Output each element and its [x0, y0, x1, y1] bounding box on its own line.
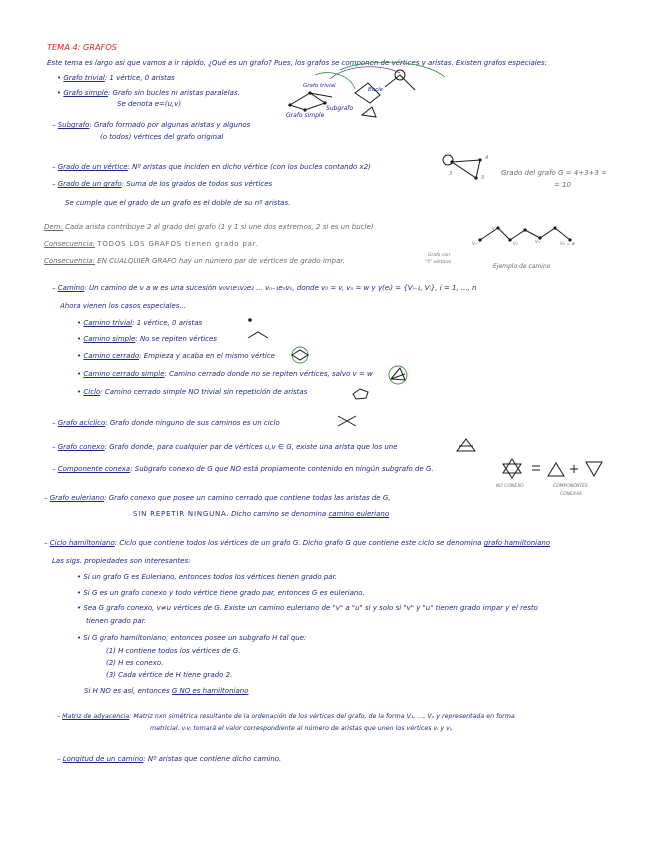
camino-caption-3: Ejemplo de camino — [493, 263, 551, 270]
propiedad-2: • Si G es un grafo conexo y todo vértice tiene grado par, entonces G es euleriano. — [77, 589, 365, 597]
camino-v3: V₃ — [513, 242, 518, 247]
camino-example-figure — [470, 222, 590, 254]
euleriano-cont: SIN REPETIR NINGUNA. Dicho camino se denomina camino euleriano — [133, 510, 390, 518]
camino-caption-2: "5" vértices — [425, 260, 452, 265]
demostracion: Dem: Cada arista contribuye 2 al grado del grafo (1 y 1 si une dos extremos, 2 si es un bucle) — [44, 223, 374, 231]
camino-caption-1: Grafo con — [428, 253, 450, 258]
h-cond-2: (2) H es conexo. — [106, 659, 164, 667]
def-matriz-adyacencia: – Matriz de adyacencia: Matriz nxn simétrica resultante de la ordenación de los vértices del grafo, de la forma V₁, ..., Vₙ y representada en forma — [57, 713, 515, 720]
camino-v4: V₄ — [535, 240, 540, 245]
consecuencia-1: Consecuencia: TODOS LOS GRAFOS tienen grado par. — [44, 240, 259, 248]
caso-ciclo: • Ciclo: Camino cerrado simple NO trivial sin repetición de aristas — [77, 388, 308, 396]
propiedad-3-cont: tienen grado par. — [86, 617, 147, 625]
h-cond-1: (1) H contiene todos los vértices de G. — [106, 647, 241, 655]
grado-v3: 3 — [449, 171, 453, 177]
grado-example-line1: Grado del grafo G = 4+3+3 = — [501, 169, 607, 177]
def-grafo-aciclico: – Grafo acíclico: Grafo donde ninguno de sus caminos es un ciclo — [52, 419, 280, 427]
grado-example-figure — [438, 152, 498, 184]
componente-figure — [500, 458, 610, 480]
caso-camino-trivial: • Camino trivial: 1 vértice, 0 aristas — [77, 319, 203, 327]
casos-intro: Ahora vienen los casos especiales... — [60, 302, 187, 310]
camino-v1: V₁ — [472, 242, 477, 247]
page-title: TEMA 4: GRAFOS — [47, 42, 117, 52]
def-componente-conexa: – Componente conexa: Subgrafo conexo de G que NO está propiamente contenido en ningún subgrafo de G. — [52, 465, 434, 473]
label-grafo-trivial: Grafo trivial — [303, 83, 336, 89]
conexo-figure — [455, 437, 477, 453]
def-grafo-euleriano: – Grafo euleriano: Grafo conexo que posee un camino cerrado que contiene todas las aristas de G, — [44, 494, 391, 502]
def-grafo-conexo: – Grafo conexo: Grafo donde, para cualquier par de vértices u,v ∈ G, existe una arista que los une — [52, 443, 398, 451]
grado-v2: 3 — [481, 175, 485, 181]
def-longitud-camino: – Longitud de un camino: Nº aristas que contiene dicho camino. — [57, 755, 282, 763]
camino-v2: V₂ — [492, 227, 497, 232]
label-no-conexo: NO CONEXO — [496, 484, 524, 489]
consecuencia-2: Consecuencia: EN CUALQUIER GRAFO hay un número par de vértices de grado impar. — [44, 257, 345, 265]
caso-camino-cerrado: • Camino cerrado: Empieza y acaba en el mismo vértice — [77, 352, 275, 360]
label-subgrafo: Subgrafo — [326, 105, 354, 112]
label-grafo-simple: Grafo simple — [286, 112, 325, 119]
def-grafo-simple: • Grafo simple: Grafo sin bucles ni aristas paralelas. — [57, 89, 240, 97]
def-matriz-cont: matricial. vᵢvⱼ tomará el valor correspondiente al número de aristas que unen los vértices vᵢ y vⱼ. — [150, 725, 453, 732]
aciclico-figure — [336, 414, 358, 428]
grado-example-line2: = 10 — [554, 181, 571, 189]
h-cond-3: (3) Cada vértice de H tiene grado 2. — [106, 671, 233, 679]
propiedades-intro: Las sigs. propiedades son interesantes: — [52, 557, 191, 565]
casos-figures — [240, 312, 420, 402]
intro-text: Este tema es largo así que vamos a ir rápido. ¿Qué es un grafo? Pues, los grafos se componen de vértices y aristas. Existen grafos especiales: — [47, 59, 548, 67]
label-componentes: COMPONENTES — [553, 484, 588, 489]
propiedad-1: • Si un grafo G es Euleriano, entonces todos los vértices tienen grado par. — [77, 573, 338, 581]
caso-camino-simple: • Camino simple: No se repiten vértices — [77, 335, 217, 343]
def-grado-grafo: – Grado de un grafo: Suma de los grados de todos sus vértices — [52, 180, 273, 188]
grado-note: Se cumple que el grado de un grafo es el doble de su nº aristas. — [65, 199, 291, 207]
def-grado-vertice: – Grado de un vértice: Nº aristas que inciden en dicho vértice (con los bucles contando x2) — [52, 163, 371, 171]
label-bucle: Bucle — [368, 87, 384, 93]
caso-camino-cerrado-simple: • Camino cerrado simple: Camino cerrado donde no se repiten vértices, salvo v = w — [77, 370, 373, 378]
propiedad-3: • Sea G grafo conexo, v≠u vértices de G. Existe un camino euleriano de "v" a "u" si y solo si "v" y "u" tienen grado impar y el resto — [77, 604, 538, 612]
def-grafo-trivial: • Grafo trivial: 1 vértice, 0 aristas — [57, 74, 175, 82]
camino-v5: V₅ = w — [560, 242, 576, 247]
grado-v1: 4 — [485, 155, 489, 161]
def-ciclo-hamiltoniano: – Ciclo hamiltoniano: Ciclo que contiene todos los vértices de un grafo G. Dicho grafo G que contiene este ciclo se denomina grafo hamiltoniano — [44, 539, 551, 547]
def-camino: – Camino: Un camino de v a w es una sucesión v₀v₁e₁v₂e₂ ... vₙ₋₁eₙvₙ, donde v₀ = v, vₙ = w y γ(eᵢ) = {Vᵢ₋₁, Vᵢ}, i = 1, ..., n — [52, 284, 477, 292]
h-note: Si H NO es así, entonces G NO es hamiltoniano — [84, 687, 249, 695]
label-conexas: CONEXAS — [560, 492, 582, 497]
def-subgrafo-cont: (o todos) vértices del grafo original — [100, 133, 224, 141]
def-subgrafo: – Subgrafo: Grafo formado por algunas aristas y algunos — [52, 121, 251, 129]
grafo-simple-note: Se denota e=(u,v) — [117, 100, 182, 108]
propiedad-4: • Si G grafo hamiltoniano, entonces posee un subgrafo H tal que: — [77, 634, 307, 642]
